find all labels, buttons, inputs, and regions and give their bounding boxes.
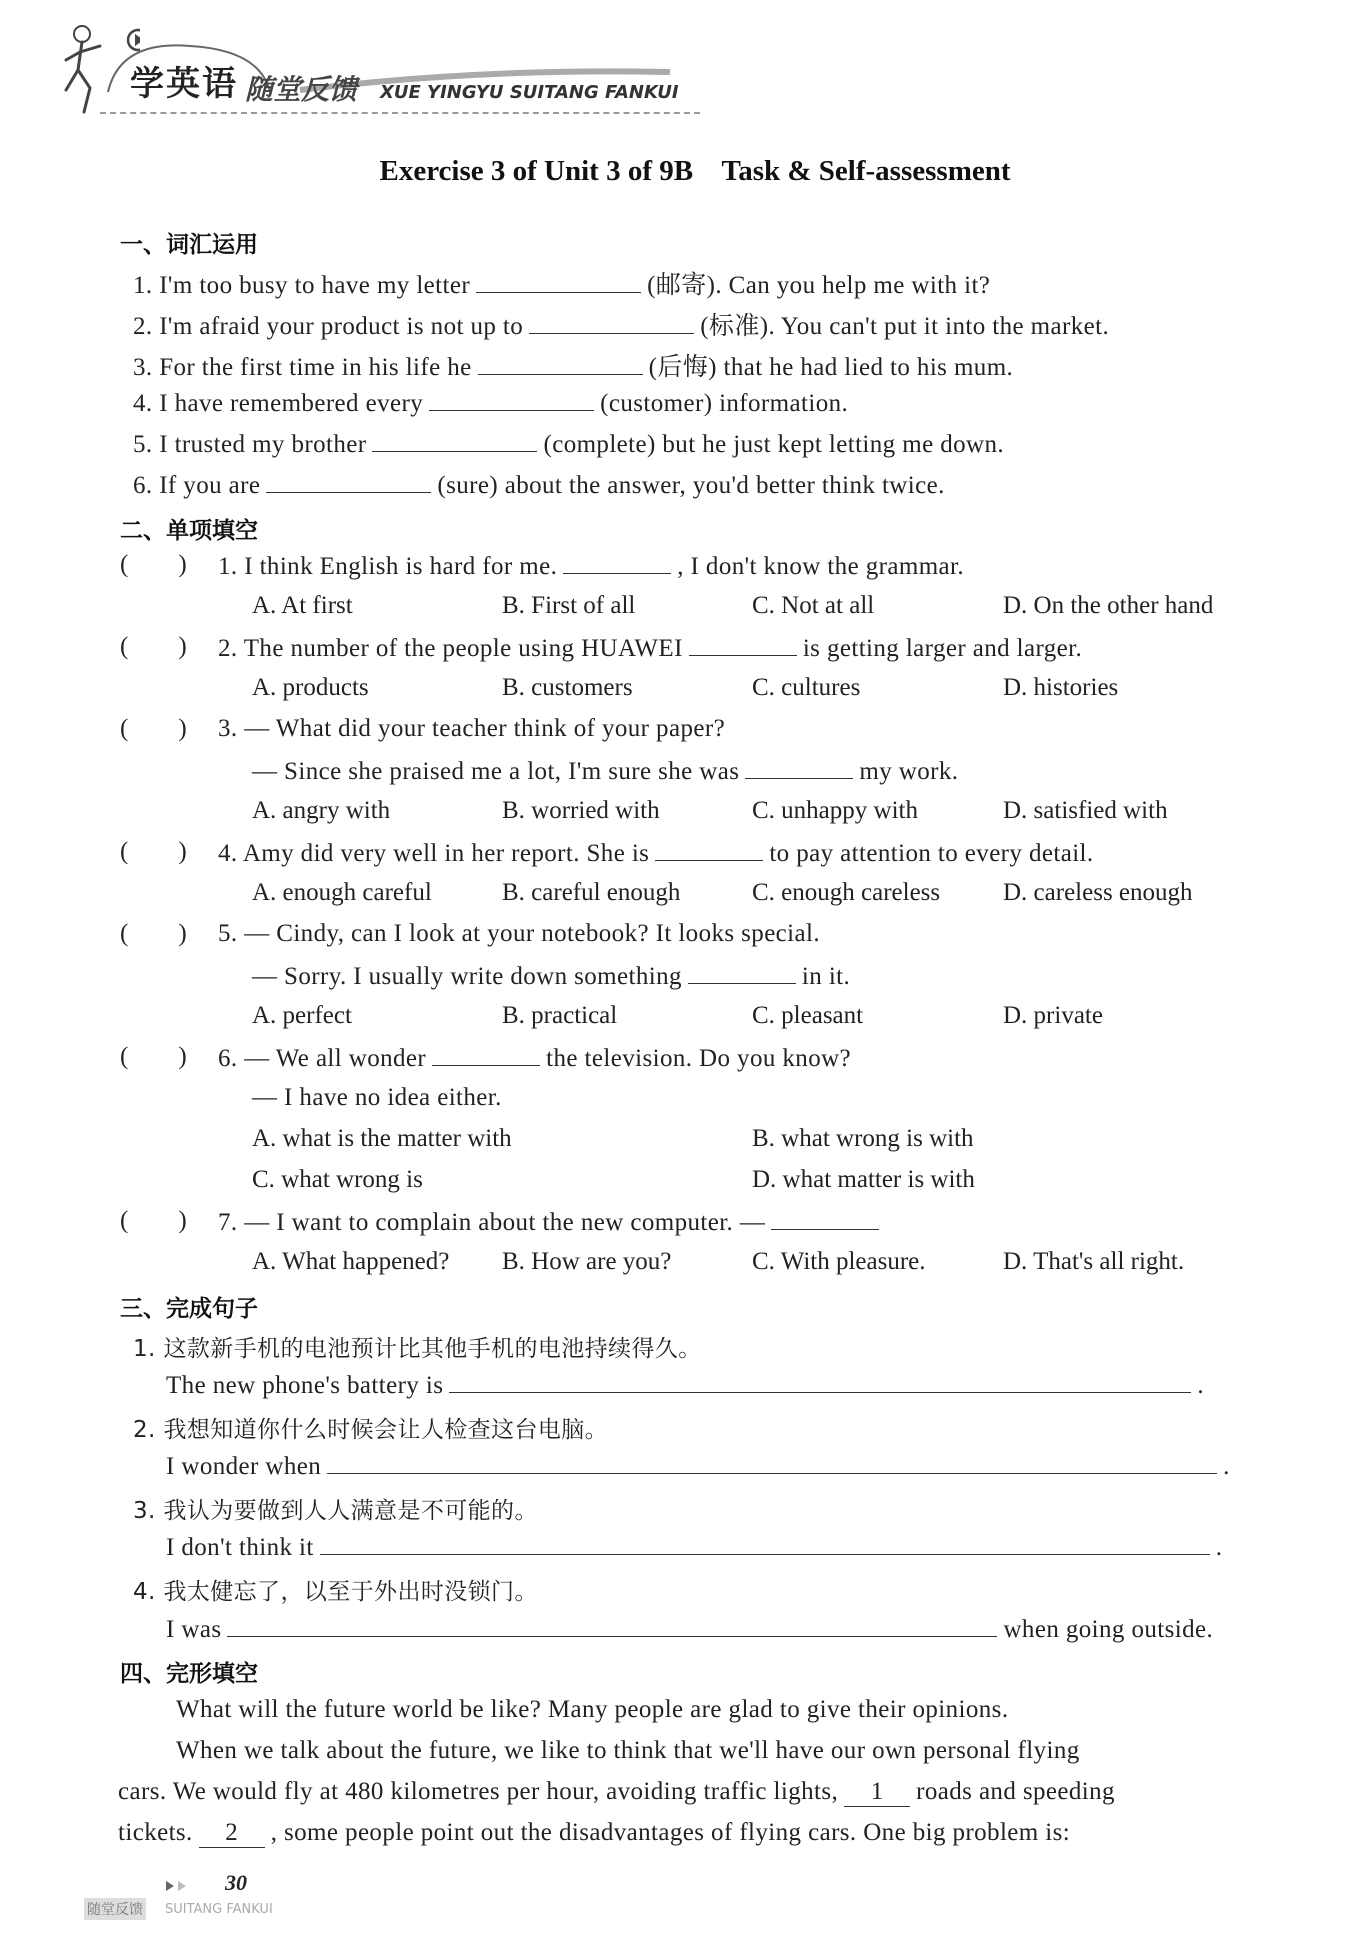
header-divider xyxy=(100,112,700,114)
vocab-text: 1. I'm too busy to have my letter xyxy=(133,272,471,299)
vocab-hint: (sure) about the answer, you'd better think twice. xyxy=(437,472,945,499)
translation-prompt: 1. 这款新手机的电池预计比其他手机的电池持续得久。 xyxy=(133,1336,702,1362)
option-c[interactable]: C. unhappy with xyxy=(752,797,918,824)
answer-blank[interactable] xyxy=(476,270,641,293)
option-a[interactable]: A. angry with xyxy=(252,797,391,824)
option-c[interactable]: C. With pleasure. xyxy=(752,1248,926,1275)
question-text: to pay attention to every detail. xyxy=(769,840,1094,867)
option-d[interactable]: D. satisfied with xyxy=(1003,797,1168,824)
translation-answer xyxy=(166,1370,1204,1400)
passage-line: What will the future world be like? Many people are glad to give their opinions. xyxy=(176,1696,1009,1723)
answer-line[interactable] xyxy=(320,1532,1210,1555)
question-text: 4. Amy did very well in her report. She is xyxy=(218,840,650,867)
option-a[interactable]: A. perfect xyxy=(252,1002,352,1029)
section-heading: 二、单项填空 xyxy=(120,518,258,544)
answer-blank[interactable] xyxy=(478,352,643,375)
question-text: is getting larger and larger. xyxy=(802,635,1083,662)
passage-text: roads and speeding xyxy=(916,1778,1115,1805)
option-a[interactable]: A. What happened? xyxy=(252,1248,450,1275)
option-b[interactable]: B. practical xyxy=(502,1002,618,1029)
page-title: Exercise 3 of Unit 3 of 9B Task & Self-assessment xyxy=(379,155,1011,187)
option-d[interactable]: D. careless enough xyxy=(1003,879,1193,906)
answer-line[interactable] xyxy=(327,1451,1217,1474)
option-b[interactable]: B. First of all xyxy=(502,592,636,619)
question-stem xyxy=(218,838,1094,868)
vocab-item xyxy=(133,347,1013,383)
answer-blank xyxy=(432,1043,540,1066)
answer-blank xyxy=(655,838,763,861)
vocab-text: 3. For the first time in his life he xyxy=(133,354,472,381)
answer-blank[interactable] xyxy=(429,388,594,411)
question-text: the television. Do you know? xyxy=(546,1045,852,1072)
answer-blank xyxy=(689,633,797,656)
vocab-hint: (标准). You can't put it into the market. xyxy=(700,313,1110,340)
option-c[interactable]: C. Not at all xyxy=(752,592,875,619)
arrow-icon xyxy=(166,1880,190,1892)
answer-parens[interactable]: ( ) xyxy=(120,551,187,578)
vocab-hint: (complete) but he just kept letting me down. xyxy=(543,431,1005,458)
question-stem: — I have no idea either. xyxy=(252,1084,502,1111)
question-stem xyxy=(252,961,850,991)
vocab-item xyxy=(133,470,945,500)
section-heading: 一、词汇运用 xyxy=(120,232,258,258)
vocab-text: 5. I trusted my brother xyxy=(133,431,367,458)
option-b[interactable]: B. How are you? xyxy=(502,1248,672,1275)
sentence-end: when going outside. xyxy=(1003,1616,1214,1643)
vocab-item xyxy=(133,429,1004,459)
question-text: 1. I think English is hard for me. xyxy=(218,553,558,580)
sentence-start: I was xyxy=(166,1616,222,1643)
answer-line[interactable] xyxy=(227,1614,997,1637)
question-text: in it. xyxy=(801,963,851,990)
passage-text: tickets. xyxy=(118,1819,193,1846)
answer-line[interactable] xyxy=(449,1370,1191,1393)
answer-blank xyxy=(771,1207,879,1230)
sentence-start: The new phone's battery is xyxy=(166,1372,444,1399)
sentence-start: I wonder when xyxy=(166,1453,322,1480)
sentence-start: I don't think it xyxy=(166,1534,314,1561)
option-c[interactable]: C. enough careless xyxy=(752,879,941,906)
cloze-blank-1[interactable]: 1 xyxy=(844,1778,910,1807)
question-stem: 5. — Cindy, can I look at your notebook? It looks special. xyxy=(218,920,821,947)
footer-pinyin: SUITANG FANKUI xyxy=(165,1902,273,1917)
footer-label: 随堂反馈 xyxy=(84,1898,146,1920)
vocab-text: 2. I'm afraid your product is not up to xyxy=(133,313,524,340)
question-text: — Sorry. I usually write down something xyxy=(252,963,682,990)
translation-answer xyxy=(166,1451,1230,1481)
option-d[interactable]: D. what matter is with xyxy=(752,1166,975,1193)
passage-line: When we talk about the future, we like to think that we'll have our own personal flying xyxy=(176,1737,1080,1764)
cloze-blank-2[interactable]: 2 xyxy=(199,1819,265,1848)
section-heading: 四、完形填空 xyxy=(120,1661,258,1687)
question-text: 2. The number of the people using HUAWEI xyxy=(218,635,683,662)
answer-parens[interactable]: ( ) xyxy=(120,1207,187,1234)
option-c[interactable]: C. cultures xyxy=(752,674,861,701)
option-d[interactable]: D. On the other hand xyxy=(1003,592,1214,619)
question-text: , I don't know the grammar. xyxy=(677,553,965,580)
passage-text: cars. We would fly at 480 kilometres per hour, avoiding traffic lights, xyxy=(118,1778,839,1805)
option-c[interactable]: C. what wrong is xyxy=(252,1166,423,1193)
answer-parens[interactable]: ( ) xyxy=(120,920,187,947)
vocab-item xyxy=(133,265,990,301)
vocab-hint: (邮寄). Can you help me with it? xyxy=(647,272,991,299)
question-text: — Since she praised me a lot, I'm sure she was xyxy=(252,758,740,785)
section-heading: 三、完成句子 xyxy=(120,1296,258,1322)
translation-answer xyxy=(166,1614,1213,1644)
answer-parens[interactable]: ( ) xyxy=(120,838,187,865)
option-b[interactable]: B. careful enough xyxy=(502,879,681,906)
option-d[interactable]: D. histories xyxy=(1003,674,1119,701)
passage-text: , some people point out the disadvantages of flying cars. One big problem is: xyxy=(270,1819,1071,1846)
passage-line xyxy=(118,1819,1070,1848)
question-stem xyxy=(218,551,964,581)
sentence-end: . xyxy=(1223,1453,1230,1480)
vocab-hint: (customer) information. xyxy=(600,390,849,417)
answer-blank xyxy=(563,551,671,574)
translation-prompt: 4. 我太健忘了，以至于外出时没锁门。 xyxy=(133,1579,538,1605)
question-stem xyxy=(218,1207,885,1237)
answer-parens[interactable]: ( ) xyxy=(120,633,187,660)
answer-blank[interactable] xyxy=(266,470,431,493)
answer-blank[interactable] xyxy=(529,311,694,334)
question-text: my work. xyxy=(859,758,959,785)
vocab-text: 6. If you are xyxy=(133,472,261,499)
vocab-item xyxy=(133,306,1109,342)
question-stem xyxy=(252,756,958,786)
question-text: 6. — We all wonder xyxy=(218,1045,427,1072)
vocab-hint: (后悔) that he had lied to his mum. xyxy=(648,354,1014,381)
sentence-end: . xyxy=(1197,1372,1204,1399)
brand-subtitle: 随堂反馈 xyxy=(245,73,358,106)
answer-blank xyxy=(745,756,853,779)
translation-prompt: 3. 我认为要做到人人满意是不可能的。 xyxy=(133,1498,538,1524)
answer-parens[interactable]: ( ) xyxy=(120,1043,187,1070)
translation-answer xyxy=(166,1532,1222,1562)
answer-blank[interactable] xyxy=(372,429,537,452)
option-d[interactable]: D. private xyxy=(1003,1002,1103,1029)
answer-parens[interactable]: ( ) xyxy=(120,715,187,742)
option-b[interactable]: B. what wrong is with xyxy=(752,1125,974,1152)
question-text: 7. — I want to complain about the new computer. — xyxy=(218,1209,766,1236)
option-b[interactable]: B. customers xyxy=(502,674,633,701)
brand-pinyin: XUE YINGYU SUITANG FANKUI xyxy=(380,82,679,103)
answer-blank xyxy=(688,961,796,984)
question-stem: 3. — What did your teacher think of your paper? xyxy=(218,715,726,742)
option-a[interactable]: A. enough careful xyxy=(252,879,432,906)
translation-prompt: 2. 我想知道你什么时候会让人检查这台电脑。 xyxy=(133,1417,609,1443)
option-a[interactable]: A. products xyxy=(252,674,369,701)
vocab-item xyxy=(133,388,848,418)
question-stem xyxy=(218,1043,851,1073)
option-c[interactable]: C. pleasant xyxy=(752,1002,864,1029)
question-stem xyxy=(218,633,1082,663)
page-number: 30 xyxy=(225,1870,247,1895)
option-b[interactable]: B. worried with xyxy=(502,797,660,824)
option-a[interactable]: A. At first xyxy=(252,592,353,619)
vocab-text: 4. I have remembered every xyxy=(133,390,424,417)
brand-title: 学英语 xyxy=(130,64,238,104)
option-a[interactable]: A. what is the matter with xyxy=(252,1125,512,1152)
sentence-end: . xyxy=(1215,1534,1223,1561)
option-d[interactable]: D. That's all right. xyxy=(1003,1248,1185,1275)
header-banner xyxy=(60,20,700,125)
passage-line xyxy=(118,1778,1115,1807)
